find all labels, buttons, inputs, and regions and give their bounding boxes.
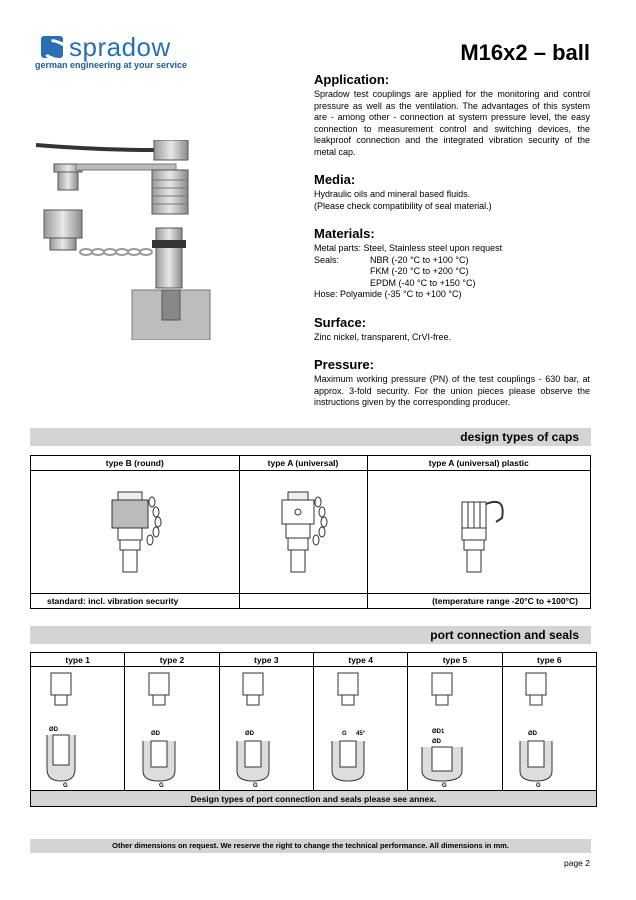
svg-text:ØD: ØD xyxy=(48,726,58,733)
materials-metal: Metal parts: Steel, Stainless steel upon request xyxy=(314,243,503,253)
svg-text:ØD: ØD xyxy=(528,730,538,737)
page-title: M16x2 – ball xyxy=(460,40,590,65)
media-heading: Media: xyxy=(314,172,356,187)
port-col-type-3: type 3 xyxy=(219,653,313,667)
svg-text:ØD: ØD xyxy=(245,730,255,737)
caps-footer-middle xyxy=(239,594,367,609)
logo-wordmark: spradow xyxy=(69,32,171,62)
materials-section xyxy=(314,226,590,301)
surface-heading: Surface: xyxy=(314,314,367,330)
pressure-text: Maximum working pressure (PN) of the test couplings - 630 bar, at approx. 3-fold security. For the union pieces please observe the instructions given by the corresponding producer. xyxy=(314,374,590,407)
port-type-6-drawing xyxy=(502,667,596,791)
port-col-type-1: type 1 xyxy=(31,653,125,667)
spradow-logo-icon xyxy=(41,36,63,58)
svg-text:G: G xyxy=(253,782,258,789)
media-line-1: Hydraulic oils and mineral based fluids. xyxy=(314,189,471,199)
caps-footer-standard: standard: incl. vibration security xyxy=(31,594,240,609)
seals-row-3 xyxy=(314,278,590,290)
svg-text:G: G xyxy=(62,782,68,789)
seal-epdm: EPDM (-40 °C to +150 °C) xyxy=(370,277,476,288)
logo-tagline: german engineering at your service xyxy=(35,60,188,70)
materials-hose: Hose: Polyamide (-35 °C to +100 °C) xyxy=(314,289,462,299)
ports-annex-note: Design types of port connection and seals please see annex. xyxy=(31,791,597,807)
port-type-3-drawing xyxy=(219,667,313,791)
seal-nbr: NBR (-20 °C to +100 °C) xyxy=(370,254,469,265)
port-type-5-drawing xyxy=(408,667,502,791)
svg-text:45°: 45° xyxy=(355,730,365,737)
svg-text:G: G xyxy=(158,782,164,789)
seals-row-1 xyxy=(314,255,590,267)
svg-text:ØD1: ØD1 xyxy=(431,728,445,735)
spradow-logo xyxy=(33,34,193,72)
page-number: page 2 xyxy=(564,858,590,868)
cap-type-b-drawing xyxy=(31,471,240,594)
port-type-2-drawing xyxy=(125,667,219,791)
caps-footer-temperature: (temperature range -20°C to +100°C) xyxy=(367,594,591,609)
caps-col-type-b: type B (round) xyxy=(31,456,240,471)
surface-text: Zinc nickel, transparent, CrVI-free. xyxy=(314,331,452,342)
pressure-heading: Pressure: xyxy=(314,357,374,372)
pressure-section xyxy=(314,357,590,409)
port-col-type-6: type 6 xyxy=(502,653,596,667)
caps-band: design types of caps xyxy=(30,428,591,446)
svg-text:ØD: ØD xyxy=(150,730,160,737)
media-line-2: (Please check compatibility of seal material.) xyxy=(314,200,492,211)
media-section xyxy=(314,172,590,212)
port-col-type-5: type 5 xyxy=(408,653,502,667)
caps-col-type-a: type A (universal) xyxy=(239,456,367,471)
ports-table xyxy=(30,652,597,807)
port-col-type-4: type 4 xyxy=(313,653,407,667)
svg-text:G: G xyxy=(536,782,541,789)
port-type-1-drawing xyxy=(31,667,125,791)
seals-label: Seals: xyxy=(314,254,340,265)
svg-text:G: G xyxy=(441,782,447,789)
application-section xyxy=(314,72,590,158)
caps-col-type-a-plastic: type A (universal) plastic xyxy=(367,456,591,471)
surface-section xyxy=(314,315,590,344)
seals-row-2 xyxy=(314,266,590,278)
description-column xyxy=(314,72,590,423)
svg-text:G: G xyxy=(341,730,347,737)
svg-text:ØD: ØD xyxy=(431,738,441,745)
port-col-type-2: type 2 xyxy=(125,653,219,667)
port-type-4-drawing xyxy=(313,667,407,791)
ports-band: port connection and seals xyxy=(30,626,591,644)
materials-heading: Materials: xyxy=(314,226,375,241)
application-heading: Application: xyxy=(314,72,390,87)
cap-type-a-drawing xyxy=(239,471,367,594)
product-illustration xyxy=(36,140,216,340)
cap-type-a-plastic-drawing xyxy=(367,471,591,594)
caps-table xyxy=(30,455,591,609)
application-text: Spradow test couplings are applied for the monitoring and control pressure as well as the ventilation. The advantages of this system are - among other - connection at system pressure level, the easy connection to measurement control and switching devices, the leakproof connection and the integrated vibration security of the metal cap. xyxy=(314,89,590,157)
disclaimer-band: Other dimensions on request. We reserve the right to change the technical performance. All dimensions in mm. xyxy=(30,839,591,853)
seal-fkm: FKM (-20 °C to +200 °C) xyxy=(370,266,469,276)
